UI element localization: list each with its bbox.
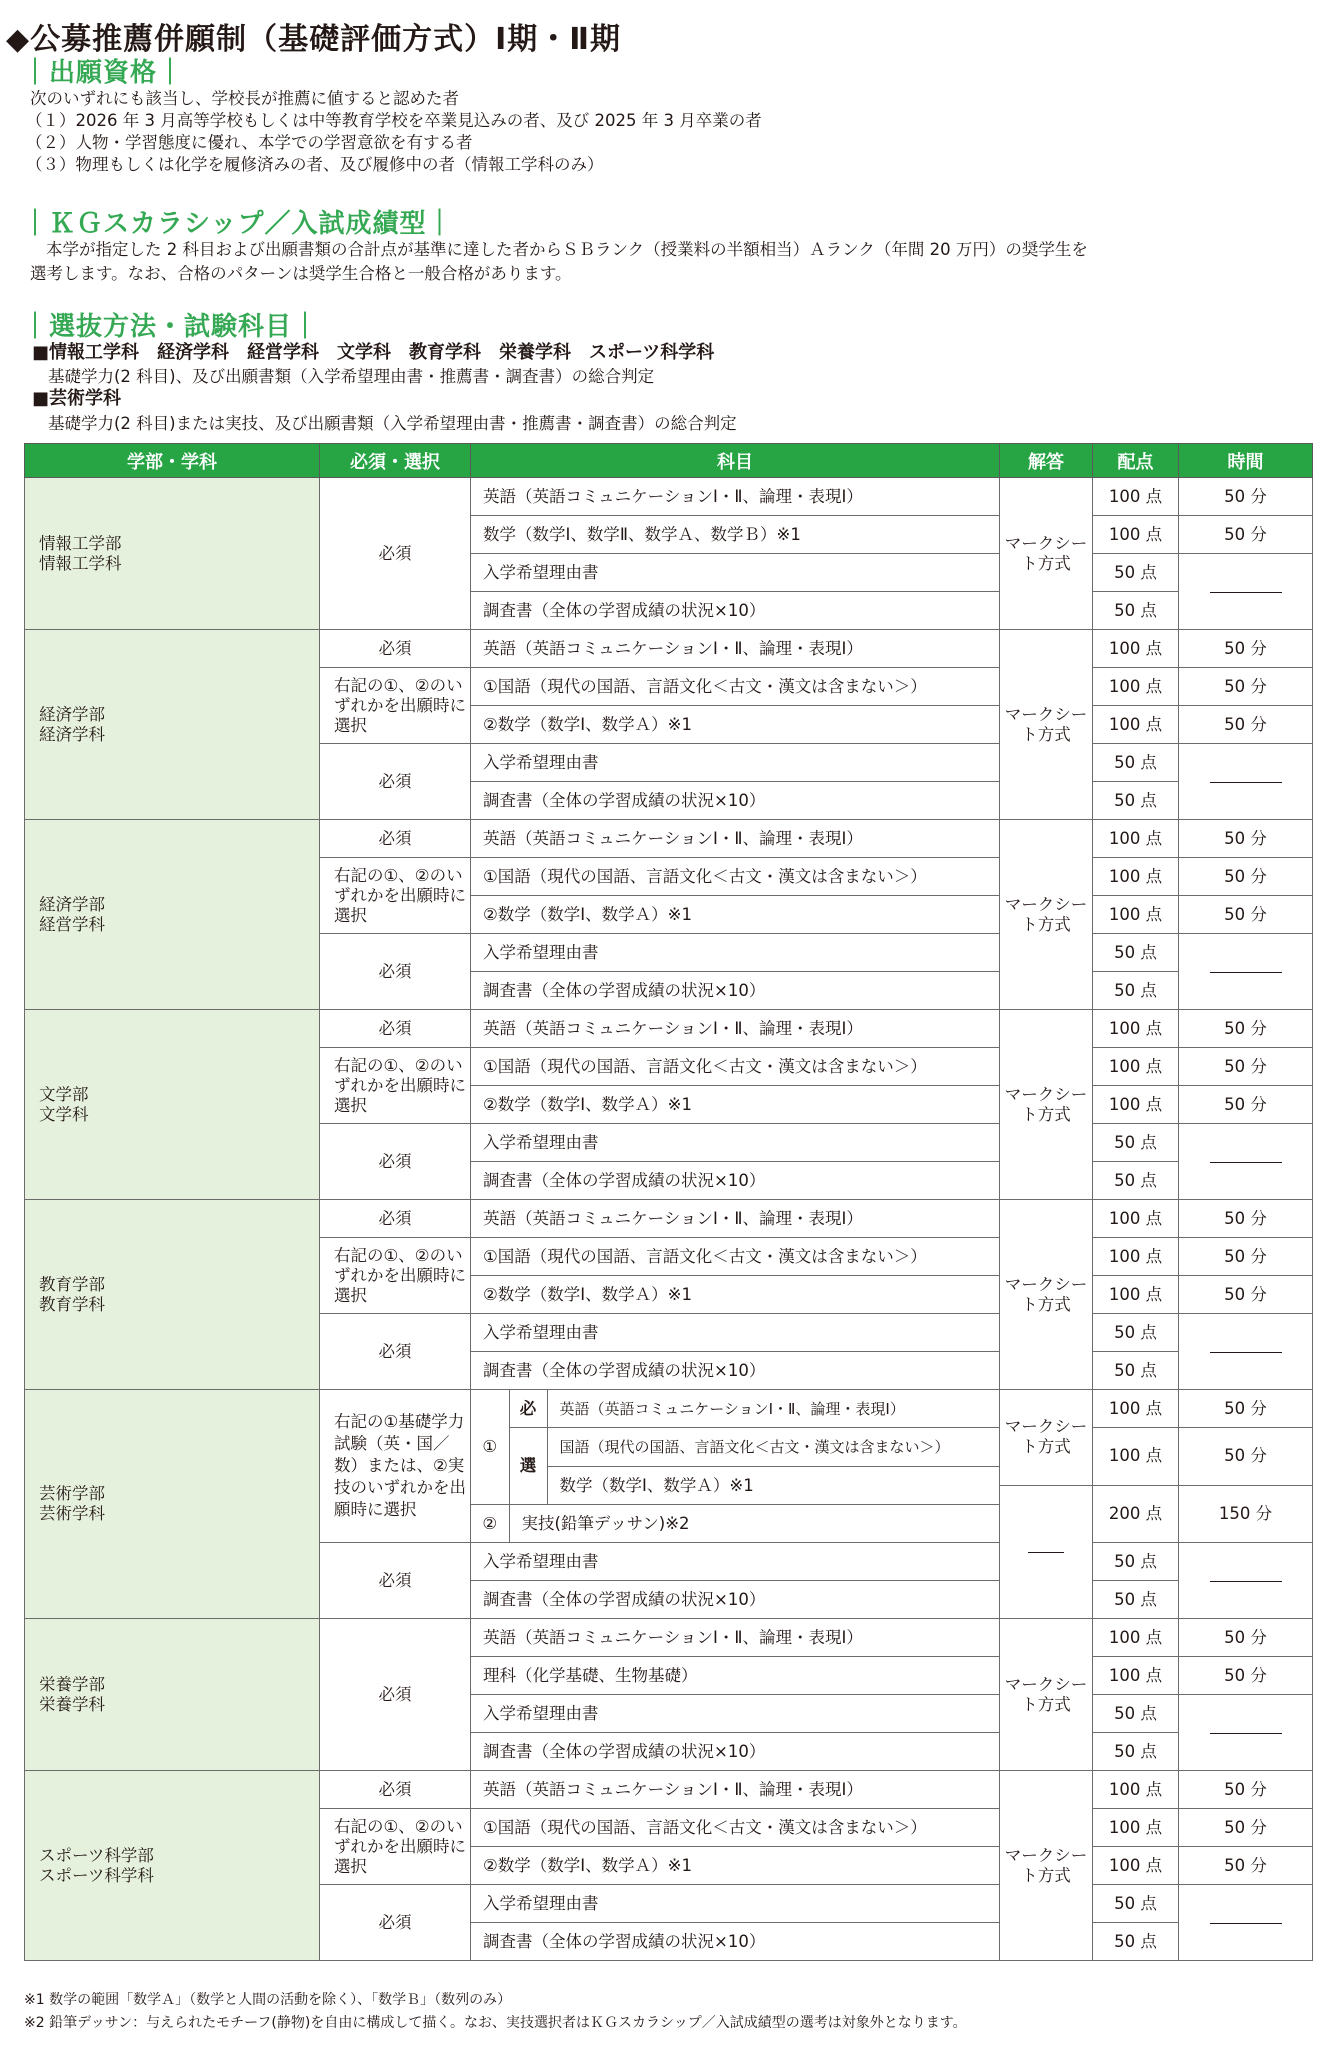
required-cell: 必須	[320, 820, 471, 858]
subject-cell: 調査書（全体の学習成績の状況×10）	[471, 1923, 1000, 1961]
faculty-name: 芸術学部	[39, 1484, 105, 1503]
department-name: 芸術学科	[39, 1504, 105, 1523]
points-cell: 100 点	[1093, 1771, 1179, 1809]
points-cell: 100 点	[1093, 1809, 1179, 1847]
header-answer-method: 解答	[1000, 444, 1093, 478]
time-cell: 50 分	[1179, 478, 1313, 516]
points-cell: 50 点	[1093, 1352, 1179, 1390]
subject-cell: 英語（英語コミュニケーションⅠ・Ⅱ、論理・表現Ⅰ）	[471, 1771, 1000, 1809]
required-cell: 必須	[320, 1010, 471, 1048]
subject-cell: 入学希望理由書	[471, 1695, 1000, 1733]
header-required-selection: 必須・選択	[320, 444, 471, 478]
answer-method-cell-empty	[1000, 1485, 1093, 1619]
department-name: スポーツ科学科	[39, 1865, 154, 1885]
points-cell: 100 点	[1093, 1200, 1179, 1238]
table-header-row	[25, 444, 1313, 478]
points-cell: 100 点	[1093, 1048, 1179, 1086]
header-points: 配点	[1093, 444, 1179, 478]
department-cell	[25, 1390, 320, 1619]
selection-depts-line: ■情報工学科 経済学科 経営学科 文学科 教育学科 栄養学科 スポーツ科学科	[32, 342, 715, 363]
points-cell: 50 点	[1093, 1314, 1179, 1352]
time-cell: 50 分	[1179, 1390, 1313, 1428]
answer-method-cell: マークシート方式	[1000, 1619, 1093, 1771]
exam-subjects-table	[24, 443, 1313, 1961]
points-cell: 50 点	[1093, 1885, 1179, 1923]
time-cell: 50 分	[1179, 668, 1313, 706]
points-cell: 50 点	[1093, 1923, 1179, 1961]
table-row	[25, 820, 1313, 858]
time-cell: 50 分	[1179, 1276, 1313, 1314]
points-cell: 100 点	[1093, 820, 1179, 858]
faculty-name: スポーツ科学部	[39, 1845, 154, 1865]
time-cell-empty	[1179, 1885, 1313, 1961]
time-cell: 50 分	[1179, 820, 1313, 858]
points-cell: 100 点	[1093, 668, 1179, 706]
subject-cell: 入学希望理由書	[471, 554, 1000, 592]
subject-cell: 調査書（全体の学習成績の状況×10）	[471, 1162, 1000, 1200]
time-cell: 50 分	[1179, 1428, 1313, 1486]
subject-cell: 数学（数学Ⅰ、数学Ａ）※1	[559, 1475, 754, 1495]
points-cell: 50 点	[1093, 1162, 1179, 1200]
time-cell-empty	[1179, 1695, 1313, 1771]
answer-method-cell: マークシート方式	[1000, 1200, 1093, 1390]
points-cell: 50 点	[1093, 972, 1179, 1010]
subject-cell: ①国語（現代の国語、言語文化＜古文・漢文は含まない＞）	[471, 1809, 1000, 1847]
points-cell: 100 点	[1093, 1086, 1179, 1124]
points-cell: 200 点	[1093, 1485, 1179, 1543]
department-cell	[25, 478, 320, 630]
dash-mark	[1210, 1923, 1282, 1924]
faculty-name: 経済学部	[39, 894, 105, 914]
time-cell: 50 分	[1179, 1619, 1313, 1657]
subject-cell: ②数学（数学Ⅰ、数学Ａ）※1	[471, 1847, 1000, 1885]
header-subject: 科目	[471, 444, 1000, 478]
department-cell	[25, 1200, 320, 1390]
table-row	[25, 1619, 1313, 1657]
selection-cell: 右記の①、②のいずれかを出願時に選択	[320, 668, 471, 744]
subject-cell: 英語（英語コミュニケーションⅠ・Ⅱ、論理・表現Ⅰ）	[471, 1010, 1000, 1048]
table-row	[25, 630, 1313, 668]
time-cell: 50 分	[1179, 516, 1313, 554]
eligibility-line: （１）2026 年 3 月高等学校もしくは中等教育学校を卒業見込みの者、及び 2025 年 3 月卒業の者	[26, 111, 762, 130]
department-name: 文学科	[39, 1104, 89, 1124]
faculty-name: 教育学部	[39, 1274, 105, 1294]
points-cell: 100 点	[1093, 1010, 1179, 1048]
subject-cell: 調査書（全体の学習成績の状況×10）	[471, 1581, 1000, 1619]
subject-cell: 英語（英語コミュニケーションⅠ・Ⅱ、論理・表現Ⅰ）	[471, 1619, 1000, 1657]
eligibility-line: 次のいずれにも該当し、学校長が推薦に値すると認めた者	[30, 89, 459, 108]
points-cell: 100 点	[1093, 1619, 1179, 1657]
answer-method-cell: マークシート方式	[1000, 1771, 1093, 1961]
dash-mark	[1210, 592, 1282, 593]
table-row	[25, 478, 1313, 516]
required-cell: 必須	[320, 934, 471, 1010]
footnote: ※1 数学の範囲「数学Ａ」（数学と人間の活動を除く）、「数学Ｂ」（数列のみ）	[24, 1992, 512, 2008]
points-cell: 100 点	[1093, 1847, 1179, 1885]
subject-cell: 入学希望理由書	[471, 1124, 1000, 1162]
subject-cell: 実技(鉛筆デッサン)※2	[509, 1505, 999, 1543]
eligibility-line: （３）物理もしくは化学を履修済みの者、及び履修中の者（情報工学科のみ）	[26, 155, 604, 174]
answer-method-cell: マークシート方式	[1000, 478, 1093, 630]
time-cell: 50 分	[1179, 858, 1313, 896]
time-cell-empty	[1179, 1543, 1313, 1619]
scholarship-heading: ｜ＫＧスカラシップ／入試成績型｜	[22, 209, 454, 239]
dash-mark	[1210, 1733, 1282, 1734]
department-cell	[25, 1010, 320, 1200]
points-cell: 100 点	[1093, 630, 1179, 668]
selection-cell: 右記の①、②のいずれかを出願時に選択	[320, 858, 471, 934]
art-subject-subtable	[471, 1390, 999, 1542]
subject-cell: 数学（数学Ⅰ、数学Ⅱ、数学Ａ、数学Ｂ）※1	[471, 516, 1000, 554]
department-name: 栄養学科	[39, 1694, 105, 1714]
points-cell: 50 点	[1093, 744, 1179, 782]
points-cell: 100 点	[1093, 1238, 1179, 1276]
points-cell: 100 点	[1093, 706, 1179, 744]
time-cell: 50 分	[1179, 630, 1313, 668]
time-cell-empty	[1179, 1314, 1313, 1390]
footnote: ※2 鉛筆デッサン：与えられたモチーフ(静物)を自由に構成して描く。なお、実技選択者はＫＧスカラシップ／入試成績型の選考は対象外となります。	[24, 2015, 967, 2031]
subject-cell: ②数学（数学Ⅰ、数学Ａ）※1	[471, 706, 1000, 744]
time-cell-empty	[1179, 554, 1313, 630]
department-cell	[25, 630, 320, 820]
faculty-name: 情報工学部	[39, 533, 122, 553]
header-time: 時間	[1179, 444, 1313, 478]
selection-line: 基礎学力(2 科目)または実技、及び出願書類（入学希望理由書・推薦書・調査書）の総合判定	[48, 414, 737, 433]
time-cell-empty	[1179, 744, 1313, 820]
selection-art-line: ■芸術学科	[32, 388, 122, 409]
table-row	[25, 1771, 1313, 1809]
dash-mark	[1210, 1352, 1282, 1353]
faculty-name: 栄養学部	[39, 1674, 105, 1694]
points-cell: 50 点	[1093, 554, 1179, 592]
subject-cell: 英語（英語コミュニケーションⅠ・Ⅱ、論理・表現Ⅰ）	[471, 820, 1000, 858]
points-cell: 50 点	[1093, 592, 1179, 630]
subject-cell: 入学希望理由書	[471, 934, 1000, 972]
time-cell: 50 分	[1179, 1200, 1313, 1238]
required-mark: 必	[509, 1390, 547, 1428]
time-cell: 50 分	[1179, 1657, 1313, 1695]
department-cell	[25, 1619, 320, 1771]
dash-mark	[1028, 1552, 1064, 1553]
subject-cell: ①国語（現代の国語、言語文化＜古文・漢文は含まない＞）	[471, 858, 1000, 896]
points-cell: 100 点	[1093, 1657, 1179, 1695]
selection-cell: 右記の①、②のいずれかを出願時に選択	[320, 1048, 471, 1124]
subject-cell: ①国語（現代の国語、言語文化＜古文・漢文は含まない＞）	[471, 1238, 1000, 1276]
department-cell	[25, 1771, 320, 1961]
subject-cell: ①国語（現代の国語、言語文化＜古文・漢文は含まない＞）	[471, 1048, 1000, 1086]
time-cell: 150 分	[1179, 1485, 1313, 1543]
time-cell: 50 分	[1179, 1086, 1313, 1124]
dash-mark	[1210, 972, 1282, 973]
points-cell: 100 点	[1093, 1390, 1179, 1428]
scholarship-line: 選考します。なお、合格のパターンは奨学生合格と一般合格があります。	[30, 264, 572, 283]
dash-mark	[1210, 1581, 1282, 1582]
points-cell: 50 点	[1093, 1543, 1179, 1581]
subject-cell: 英語（英語コミュニケーションⅠ・Ⅱ、論理・表現Ⅰ）	[471, 630, 1000, 668]
department-name: 経済学科	[39, 724, 105, 744]
scholarship-line: 本学が指定した 2 科目および出願書類の合計点が基準に達した者からＳＢランク（授業料の半額相当）Ａランク（年間 20 万円）の奨学生を	[46, 240, 1088, 259]
time-cell: 50 分	[1179, 1010, 1313, 1048]
table-row	[25, 1010, 1313, 1048]
subject-cell: 英語（英語コミュニケーションⅠ・Ⅱ、論理・表現Ⅰ）	[471, 1200, 1000, 1238]
subject-cell: 入学希望理由書	[471, 1314, 1000, 1352]
points-cell: 50 点	[1093, 1733, 1179, 1771]
points-cell: 100 点	[1093, 1276, 1179, 1314]
required-cell: 必須	[320, 1200, 471, 1238]
required-cell: 必須	[320, 1543, 471, 1619]
answer-method-cell: マークシート方式	[1000, 1390, 1093, 1486]
time-cell: 50 分	[1179, 1048, 1313, 1086]
time-cell-empty	[1179, 934, 1313, 1010]
points-cell: 50 点	[1093, 1581, 1179, 1619]
answer-method-cell: マークシート方式	[1000, 1010, 1093, 1200]
required-cell: 必須	[320, 1314, 471, 1390]
time-cell: 50 分	[1179, 896, 1313, 934]
selection-cell: 右記の①基礎学力試験（英・国／数）または、②実技のいずれかを出願時に選択	[320, 1390, 471, 1543]
subject-cell: 英語（英語コミュニケーションⅠ・Ⅱ、論理・表現Ⅰ）	[471, 478, 1000, 516]
time-cell: 50 分	[1179, 1771, 1313, 1809]
subject-cell: ①国語（現代の国語、言語文化＜古文・漢文は含まない＞）	[471, 668, 1000, 706]
points-cell: 100 点	[1093, 1428, 1179, 1486]
department-name: 経営学科	[39, 914, 105, 934]
department-name: 教育学科	[39, 1294, 105, 1314]
table-row	[25, 1390, 1313, 1428]
required-cell: 必須	[320, 478, 471, 630]
points-cell: 100 点	[1093, 858, 1179, 896]
required-cell: 必須	[320, 1619, 471, 1771]
selection-cell: 右記の①、②のいずれかを出願時に選択	[320, 1238, 471, 1314]
points-cell: 50 点	[1093, 1695, 1179, 1733]
required-cell: 必須	[320, 1885, 471, 1961]
subject-cell: 入学希望理由書	[471, 1543, 1000, 1581]
required-cell: 必須	[320, 1124, 471, 1200]
subject-cell: 調査書（全体の学習成績の状況×10）	[471, 592, 1000, 630]
department-cell	[25, 820, 320, 1010]
subject-cell: 英語（英語コミュニケーションⅠ・Ⅱ、論理・表現Ⅰ）	[547, 1390, 999, 1428]
answer-method-cell: マークシート方式	[1000, 820, 1093, 1010]
dash-mark	[1210, 782, 1282, 783]
eligibility-line: （２）人物・学習態度に優れ、本学での学習意欲を有する者	[26, 133, 473, 152]
subject-cell: 国語（現代の国語、言語文化＜古文・漢文は含まない＞）	[547, 1428, 999, 1467]
department-name: 情報工学科	[39, 553, 122, 573]
selection-mark: 選	[509, 1428, 547, 1505]
table-row	[25, 1200, 1313, 1238]
subject-cell: 理科（化学基礎、生物基礎）	[471, 1657, 1000, 1695]
subject-cell: 調査書（全体の学習成績の状況×10）	[471, 972, 1000, 1010]
choice-number: ②	[471, 1505, 509, 1543]
time-cell: 50 分	[1179, 706, 1313, 744]
points-cell: 100 点	[1093, 896, 1179, 934]
answer-method-cell: マークシート方式	[1000, 630, 1093, 820]
points-cell: 50 点	[1093, 934, 1179, 972]
subject-cell: 調査書（全体の学習成績の状況×10）	[471, 1352, 1000, 1390]
subject-cell: 入学希望理由書	[471, 744, 1000, 782]
required-cell: 必須	[320, 630, 471, 668]
points-cell: 50 点	[1093, 1124, 1179, 1162]
required-cell: 必須	[320, 744, 471, 820]
points-cell: 100 点	[1093, 516, 1179, 554]
time-cell: 50 分	[1179, 1847, 1313, 1885]
subject-cell: 調査書（全体の学習成績の状況×10）	[471, 1733, 1000, 1771]
time-cell: 50 分	[1179, 1809, 1313, 1847]
selection-line: 基礎学力(2 科目)、及び出願書類（入学希望理由書・推薦書・調査書）の総合判定	[48, 367, 655, 386]
subject-cell: 調査書（全体の学習成績の状況×10）	[471, 782, 1000, 820]
eligibility-heading: ｜出願資格｜	[22, 58, 185, 88]
time-cell: 50 分	[1179, 1238, 1313, 1276]
subject-cell: ②数学（数学Ⅰ、数学Ａ）※1	[471, 1276, 1000, 1314]
faculty-name: 経済学部	[39, 704, 105, 724]
faculty-name: 文学部	[39, 1084, 89, 1104]
subject-cell: 入学希望理由書	[471, 1885, 1000, 1923]
selection-cell: 右記の①、②のいずれかを出願時に選択	[320, 1809, 471, 1885]
dash-mark	[1210, 1162, 1282, 1163]
art-subject-block	[471, 1390, 1000, 1543]
header-department: 学部・学科	[25, 444, 320, 478]
page-title: ◆公募推薦併願制（基礎評価方式）Ⅰ期・Ⅱ期	[6, 22, 621, 57]
required-cell: 必須	[320, 1771, 471, 1809]
subject-cell: ②数学（数学Ⅰ、数学Ａ）※1	[471, 896, 1000, 934]
selection-heading: ｜選抜方法・試験科目｜	[22, 312, 320, 342]
points-cell: 100 点	[1093, 478, 1179, 516]
time-cell-empty	[1179, 1124, 1313, 1200]
subject-cell: ②数学（数学Ⅰ、数学Ａ）※1	[471, 1086, 1000, 1124]
choice-number: ①	[471, 1390, 509, 1505]
points-cell: 50 点	[1093, 782, 1179, 820]
